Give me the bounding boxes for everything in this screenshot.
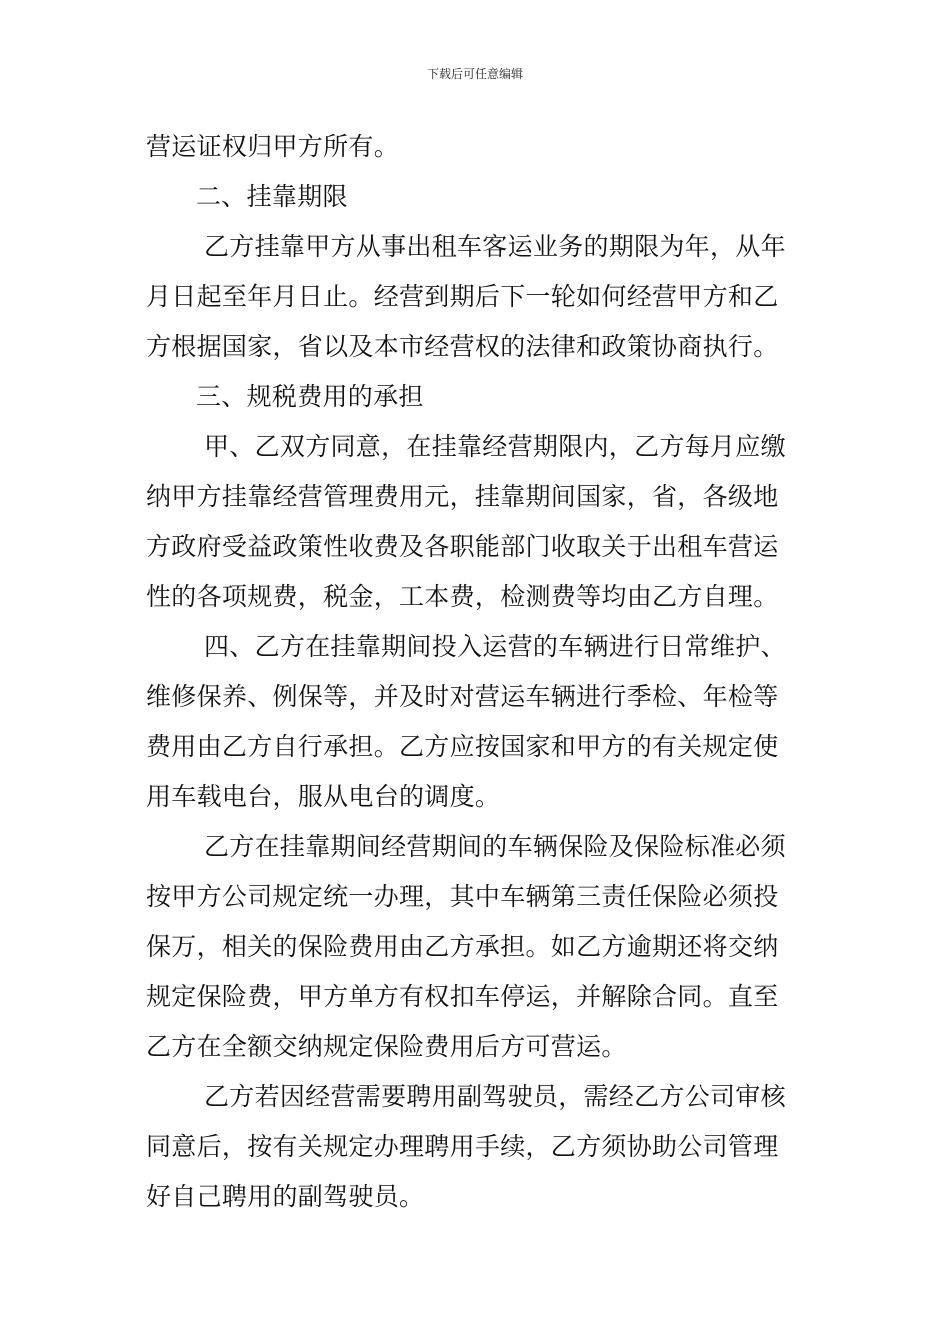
body-line: 同意后，按有关规定办理聘用手续，乙方须协助公司管理 — [146, 1132, 779, 1161]
section-heading: 三、规税费用的承担 — [196, 382, 424, 411]
body-line: 乙方在挂靠期间经营期间的车辆保险及保险标准必须 — [204, 832, 786, 861]
body-line: 性的各项规费，税金，工本费，检测费等均由乙方自理。 — [146, 582, 779, 611]
body-line: 规定保险费，甲方单方有权扣车停运，并解除合同。直至 — [146, 982, 779, 1011]
body-line: 维修保养、例保等，并及时对营运车辆进行季检、年检等 — [146, 682, 779, 711]
body-line: 乙方若因经营需要聘用副驾驶员，需经乙方公司审核 — [204, 1082, 786, 1111]
body-line: 用车载电台，服从电台的调度。 — [146, 782, 501, 811]
body-line: 乙方挂靠甲方从事出租车客运业务的期限为年，从年 — [204, 232, 786, 261]
body-line: 费用由乙方自行承担。乙方应按国家和甲方的有关规定使 — [146, 732, 779, 761]
body-line: 方政府受益政策性收费及各职能部门收取关于出租车营运 — [146, 532, 779, 561]
body-line: 方根据国家，省以及本市经营权的法律和政策协商执行。 — [146, 332, 779, 361]
body-line: 月日起至年月日止。经营到期后下一轮如何经营甲方和乙 — [146, 282, 779, 311]
body-line: 好自己聘用的副驾驶员。 — [146, 1182, 425, 1211]
page-header-note: 下载后可任意编辑 — [426, 67, 523, 81]
section-heading: 二、挂靠期限 — [196, 182, 348, 211]
body-line: 营运证权归甲方所有。 — [146, 132, 400, 161]
body-line: 保万，相关的保险费用由乙方承担。如乙方逾期还将交纳 — [146, 932, 779, 961]
body-line: 纳甲方挂靠经营管理费用元，挂靠期间国家，省，各级地 — [146, 482, 779, 511]
body-line: 按甲方公司规定统一办理，其中车辆第三责任保险必须投 — [146, 882, 779, 911]
body-line: 四、乙方在挂靠期间投入运营的车辆进行日常维护、 — [204, 632, 786, 661]
document-body — [146, 122, 808, 1222]
body-line: 乙方在全额交纳规定保险费用后方可营运。 — [146, 1032, 627, 1061]
body-line: 甲、乙双方同意，在挂靠经营期限内，乙方每月应缴 — [204, 432, 786, 461]
